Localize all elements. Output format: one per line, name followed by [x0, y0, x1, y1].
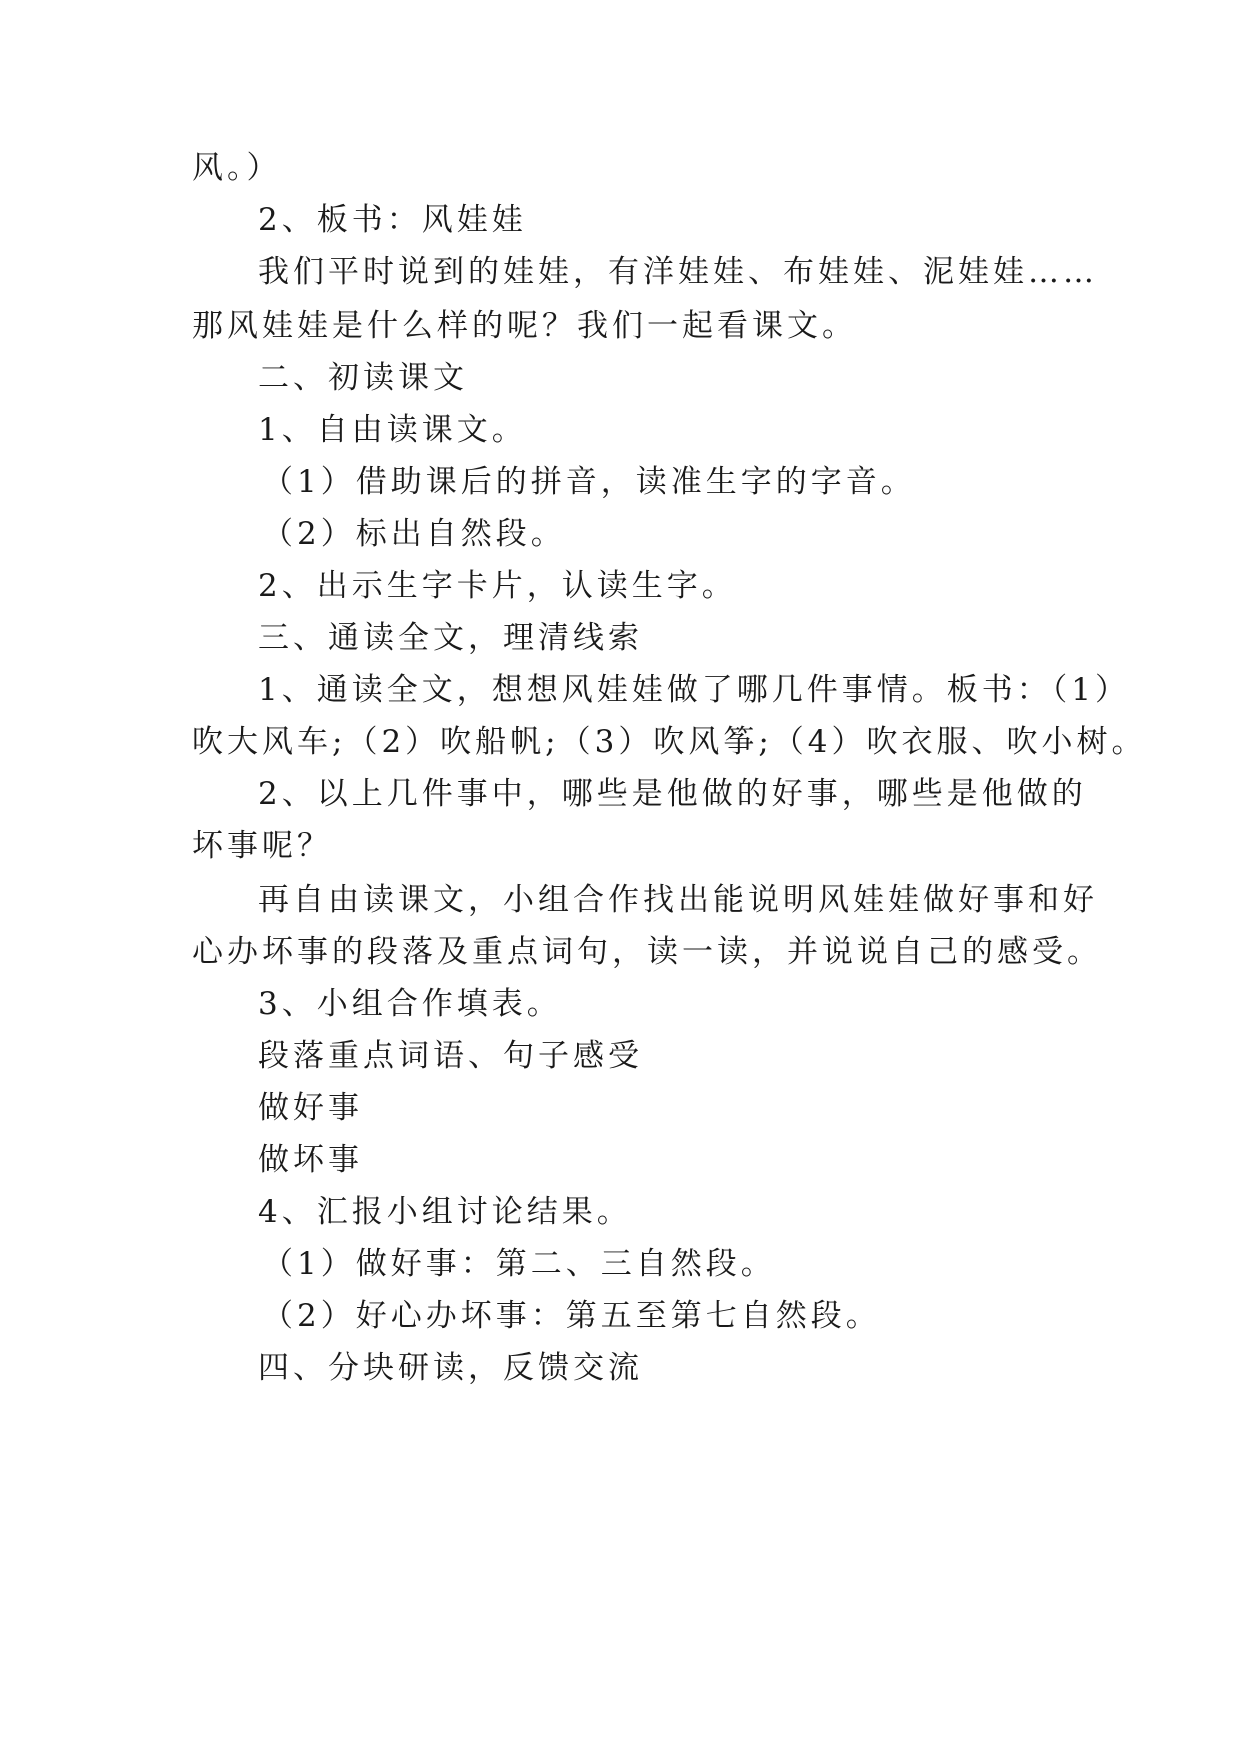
text-line-report-bad: （2）好心办坏事：第五至第七自然段。: [262, 1298, 881, 1334]
text-line-fill-table: 3、小组合作填表。: [258, 986, 562, 1022]
text-line-good-bad-cont: 坏事呢？: [192, 828, 332, 864]
table-row-good: 做好事: [258, 1090, 363, 1126]
section-heading-3: 三、通读全文，理清线索: [258, 620, 643, 656]
table-header-line: 段落重点词语、句子感受: [258, 1038, 643, 1074]
section-heading-4: 四、分块研读，反馈交流: [258, 1350, 643, 1386]
text-line-pinyin: （1）借助课后的拼音，读准生字的字音。: [262, 464, 916, 500]
text-line-intro: 我们平时说到的娃娃，有洋娃娃、布娃娃、泥娃娃……: [258, 254, 1098, 290]
text-line-free-read: 1、自由读课文。: [258, 412, 527, 448]
text-line-read-whole: 1、通读全文，想想风娃娃做了哪几件事情。板书：（1）: [258, 672, 1130, 708]
text-line-report-good: （1）做好事：第二、三自然段。: [262, 1246, 776, 1282]
text-line-group-read: 再自由读课文，小组合作找出能说明风娃娃做好事和好: [258, 882, 1098, 918]
text-line-good-bad: 2、以上几件事中，哪些是他做的好事，哪些是他做的: [258, 776, 1087, 812]
table-row-bad: 做坏事: [258, 1142, 363, 1178]
text-line-read-whole-cont: 吹大风车;（2）吹船帆;（3）吹风筝;（4）吹衣服、吹小树。: [192, 724, 1147, 760]
section-heading-2: 二、初读课文: [258, 360, 468, 396]
text-line-blackboard-title: 2、板书：风娃娃: [258, 202, 527, 238]
text-line-cards: 2、出示生字卡片，认读生字。: [258, 568, 737, 604]
text-line-intro-cont: 那风娃娃是什么样的呢？我们一起看课文。: [192, 308, 857, 344]
text-line-report: 4、汇报小组讨论结果。: [258, 1194, 632, 1230]
text-line-continuation: 风。）: [192, 150, 282, 186]
text-line-group-read-cont: 心办坏事的段落及重点词句，读一读，并说说自己的感受。: [192, 934, 1102, 970]
text-line-paragraphs: （2）标出自然段。: [262, 516, 566, 552]
